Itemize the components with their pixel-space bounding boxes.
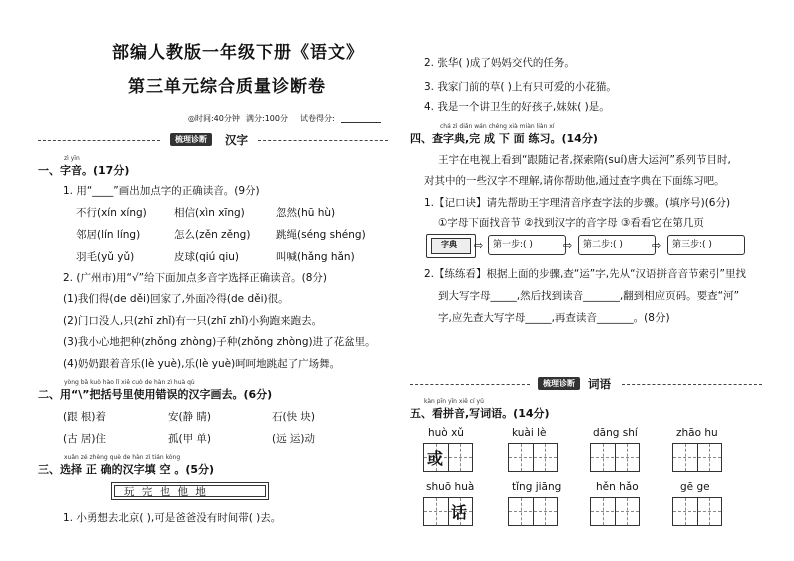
q4-sub2-line1: 2.【练练看】根据上面的步骤,查“运”字,先从“汉语拼音音节索引”里找 [424, 268, 746, 280]
step2-box[interactable]: 第二步:( ) [578, 235, 656, 255]
dictionary-label: 字典 [441, 240, 457, 249]
score-label: 试卷得分: [300, 114, 335, 123]
pinyin-choice[interactable]: 跳绳(séng shéng) [276, 229, 366, 241]
dictionary-icon [426, 234, 476, 258]
writing-grid[interactable] [508, 497, 558, 526]
time-limit: ◎时间:40分钟 [188, 114, 240, 123]
options-text: 玩 完 也 他 地 [124, 486, 208, 498]
fill-blank-item[interactable]: 4. 我是一个讲卫生的好孩子,妹妹( )是。 [424, 101, 610, 113]
wrong-char-choice[interactable]: (跟 根)着 [63, 411, 107, 423]
q1-pinyin: zì yīn [64, 155, 80, 162]
wrong-char-choice[interactable]: (古 居)住 [63, 433, 107, 445]
writing-grid[interactable] [423, 443, 473, 472]
pinyin-choice[interactable]: 相信(xìn xīng) [174, 207, 245, 219]
writing-grid[interactable] [508, 443, 558, 472]
writing-grid[interactable] [423, 497, 473, 526]
paper-subtitle: 第三单元综合质量诊断卷 [128, 77, 326, 97]
q1-sub2: 2. (广州市)用“√”给下面加点多音字选择正确读音。(8分) [63, 272, 327, 284]
arrow-icon: ⇨ [563, 239, 573, 252]
q4-pinyin: chá zì diǎn wán chéng xià miàn liàn xí [440, 123, 555, 130]
pinyin-choice[interactable]: 皮球(qiú qiu) [174, 251, 240, 263]
word-pinyin: hěn hǎo [596, 481, 639, 493]
wrong-char-choice[interactable]: 石(快 块) [272, 411, 316, 423]
pinyin-choice[interactable]: 叫喊(hǎng hǎn) [276, 251, 355, 263]
prefilled-char: 或 [427, 449, 444, 468]
q4-sub1: 1.【记口诀】请先帮助王宇理清音序查字法的步骤。(填序号)(6分) [424, 197, 731, 209]
wrong-char-choice[interactable]: 孤(甲 单) [168, 433, 212, 445]
divider-left-b [258, 140, 388, 141]
q4-sub2-line3[interactable]: 字,应先查大写字母_____,再查读音_______。(8分) [438, 312, 670, 324]
pinyin-choice[interactable]: 羽毛(yǔ yǔ) [76, 251, 135, 263]
fill-blank-item[interactable]: 3. 我家门前的草( )上有只可爱的小花猫。 [424, 81, 617, 93]
word-pinyin: gē ge [680, 481, 710, 493]
polyphone-item[interactable]: (1)我们得(de děi)回家了,外面冷得(de děi)很。 [63, 293, 289, 305]
options-box [111, 482, 269, 500]
writing-grid[interactable] [590, 443, 640, 472]
q1-title: 一、字音。(17分) [38, 164, 130, 177]
divider-left-a [38, 140, 160, 141]
divider-right-a [410, 384, 530, 385]
pinyin-choice[interactable]: 忽然(hū hù) [276, 207, 336, 219]
fill-blank-item[interactable]: 1. 小勇想去北京( ),可是爸爸没有时间带( )去。 [63, 512, 282, 524]
polyphone-item[interactable]: (4)奶奶跟着音乐(lè yuè),乐(lè yuè)呵呵地跳起了广场舞。 [63, 358, 341, 370]
full-score: 满分:100分 [246, 114, 288, 123]
arrow-icon: ⇨ [652, 239, 662, 252]
pinyin-choice[interactable]: 不行(xín xíng) [76, 207, 147, 219]
word-pinyin: huò xǔ [428, 427, 464, 439]
word-pinyin: kuài lè [512, 427, 547, 439]
pinyin-choice[interactable]: 怎么(zěn zěng) [174, 229, 251, 241]
q4-intro-line2: 对其中的一些汉字不理解,请你帮助他,通过查字典在下面练习吧。 [424, 175, 725, 187]
q4-steps: ①字母下面找音节 ②找到汉字的音字母 ③看看它在第几页 [438, 217, 704, 229]
q3-title: 三、选择 正 确的汉字填 空 。(5分) [38, 463, 215, 476]
word-pinyin: tǐng jiāng [512, 481, 562, 493]
writing-grid[interactable] [672, 497, 722, 526]
polyphone-item[interactable]: (2)门口没人,只(zhī zhǐ)有一只(zhī zhǐ)小狗跑来跑去。 [63, 315, 323, 327]
q5-pinyin: kàn pīn yīn xiě cí yǔ [424, 398, 484, 405]
q4-sub2-line2[interactable]: 到大写字母_____,然后找到读音_______,翻到相应页码。要查“河” [438, 290, 740, 302]
fill-blank-item[interactable]: 2. 张华( )成了妈妈交代的任务。 [424, 57, 575, 69]
q2-title: 二、用“\”把括号里使用错误的汉字画去。(6分) [38, 388, 273, 401]
step3-box[interactable]: 第三步:( ) [667, 235, 745, 255]
word-pinyin: zhāo hu [676, 427, 718, 439]
prefilled-char: 话 [451, 503, 468, 522]
wrong-char-choice[interactable]: (远 运)动 [272, 433, 316, 445]
wrong-char-choice[interactable]: 安(静 睛) [168, 411, 212, 423]
section-badge: 梳理诊断 [538, 377, 580, 390]
pinyin-choice[interactable]: 邻居(lín líng) [76, 229, 141, 241]
step1-box[interactable]: 第一步:( ) [488, 235, 566, 255]
q4-intro-line1: 王宇在电视上看到“跟随记者,探索隋(suí)唐大运河”系列节目时, [438, 154, 731, 166]
section-badge: 梳理诊断 [170, 133, 212, 146]
q1-sub1: 1. 用“____”画出加点字的正确读音。(9分) [63, 185, 260, 197]
q5-title: 五、看拼音,写词语。(14分) [410, 407, 550, 420]
writing-grid[interactable] [590, 497, 640, 526]
section-title-ciyu: 词语 [588, 377, 611, 391]
divider-right-b [622, 384, 762, 385]
writing-grid[interactable] [672, 443, 722, 472]
paper-title: 部编人教版一年级下册《语文》 [112, 43, 364, 63]
section-title-hanzi: 汉字 [225, 133, 248, 147]
word-pinyin: shuō huà [426, 481, 475, 493]
score-blank[interactable] [341, 122, 381, 123]
arrow-icon: ⇨ [474, 239, 484, 252]
polyphone-item[interactable]: (3)我小心地把种(zhǒng zhòng)子种(zhǒng zhòng)进了花盆里。 [63, 336, 376, 348]
q3-pinyin: xuǎn zé zhèng què de hàn zì tián kòng [64, 454, 181, 461]
q4-title: 四、查字典,完 成 下 面 练习。(14分) [410, 132, 598, 145]
q2-pinyin: yòng bǎ kuò hào lǐ xiě cuò de hàn zì huà qù [64, 379, 195, 386]
word-pinyin: dāng shí [593, 427, 638, 439]
